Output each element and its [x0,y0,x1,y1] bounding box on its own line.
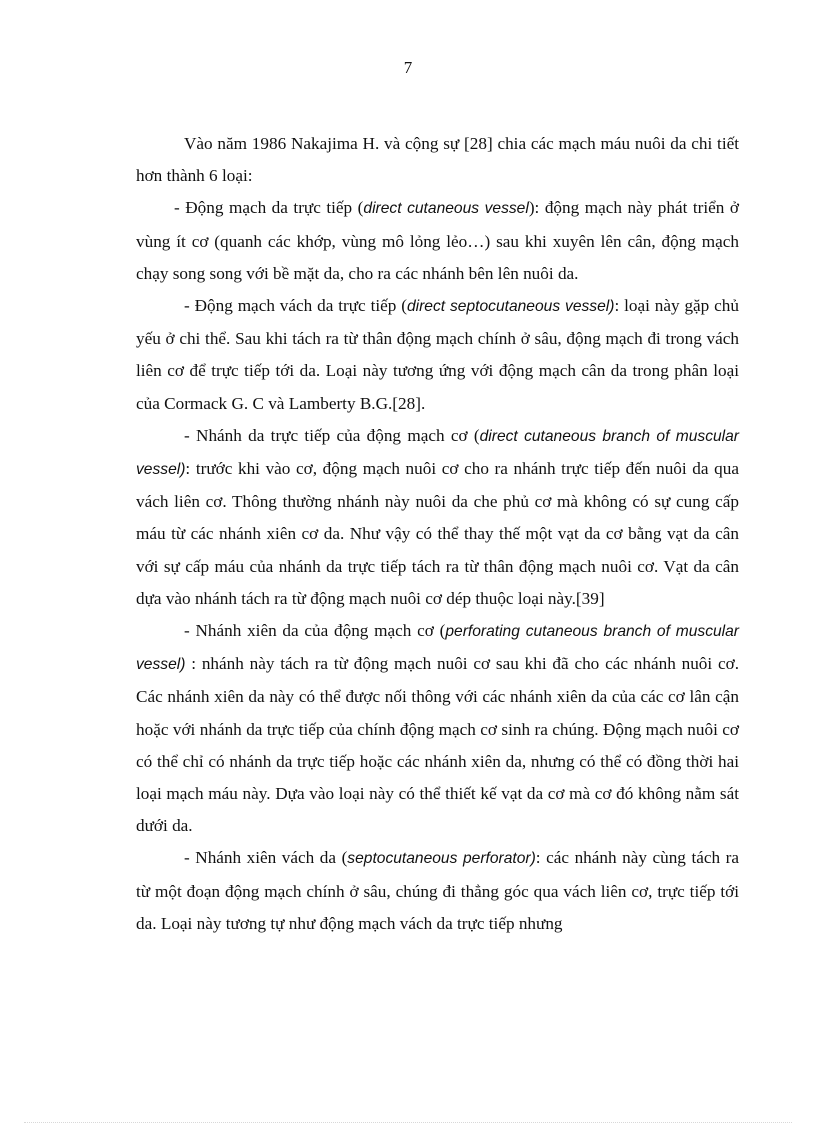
paragraph-intro [136,128,739,192]
paragraph-direct-cutaneous-branch [136,420,739,615]
document-body [136,128,739,940]
latin-term: septocutaneous perforator) [347,850,536,868]
paragraph-direct-cutaneous-vessel [136,192,739,290]
latin-term: direct cutaneous branch of muscular vessel) [136,427,739,479]
paragraph-text: - Nhánh xiên vách da ( [184,848,348,868]
paragraph-septocutaneous-perforator [136,842,739,940]
paragraph-text: - Nhánh da trực tiếp của động mạch cơ ( [184,425,480,445]
paragraph-text: : loại này gặp chủ yếu ở chi thể. Sau khi tách ra từ thân động mạch chính ở sâu, động mạch đi trong vách liên cơ để trực tiếp tới da. Loại này tương ứng với động mạch cân da trong phân loại của Cormack G. C và Lamberty B.G.[28]. [136,296,739,413]
paragraph-text: : nhánh này tách ra từ động mạch nuôi cơ sau khi đã cho các nhánh nuôi cơ. Các nhánh xiên da này có thể được nối thông với các nhánh xiên da của các cơ lân cận hoặc với nhánh da trực tiếp của chính động mạch cơ sinh ra chúng. Động mạch nuôi cơ có thể chỉ có nhánh da trực tiếp hoặc các nhánh xiên da, nhưng có thể có đồng thời hai loại mạch máu này. Dựa vào loại này có thể thiết kế vạt da cơ mà cơ đó không nằm sát dưới da. [136,654,739,836]
paragraph-direct-septocutaneous-vessel [136,290,739,420]
paragraph-text: : trước khi vào cơ, động mạch nuôi cơ cho ra nhánh trực tiếp đến nuôi da qua vách liên cơ. Thông thường nhánh này nuôi da che phủ cơ mà không có sự cung cấp máu từ các nhánh xiên cơ da. Như vậy có thể thay thế một vạt da cơ bằng vạt da cân với sự cấp máu của nhánh da trực tiếp tách ra từ thân động mạch nuôi cơ. Vạt da cân dựa vào nhánh tách ra từ động mạch nuôi cơ dép thuộc loại này.[39] [136,459,739,608]
page-number: 7 [403,58,413,77]
latin-term: perforating cutaneous branch of muscular vessel) [136,623,739,674]
latin-term: direct septocutaneous vessel) [406,298,615,316]
paragraph-perforating-cutaneous-branch [136,615,739,842]
paragraph-text: ): động mạch này phát triển ở vùng ít cơ (quanh các khớp, vùng mô lỏng lẻo…) sau khi xuyên lên cân, động mạch chạy song song với bề mặt da, cho ra các nhánh bên lên nuôi da. [136,198,739,283]
paragraph-text: - Động mạch vách da trực tiếp ( [184,296,407,316]
paragraph-text: - Nhánh xiên da của động mạch cơ ( [184,621,446,641]
latin-term: direct cutaneous vessel [363,200,529,218]
paragraph-text: Vào năm 1986 Nakajima H. và cộng sự [28] chia các mạch máu nuôi da chi tiết hơn thành 6 loại: [136,134,739,186]
paragraph-text: - Động mạch da trực tiếp ( [174,198,364,218]
paragraph-text: : các nhánh này cùng tách ra từ một đoạn động mạch chính ở sâu, chúng đi thẳng góc qua vách liên cơ, trực tiếp tới da. Loại này tương tự như động mạch vách da trực tiếp nhưng [136,848,739,933]
